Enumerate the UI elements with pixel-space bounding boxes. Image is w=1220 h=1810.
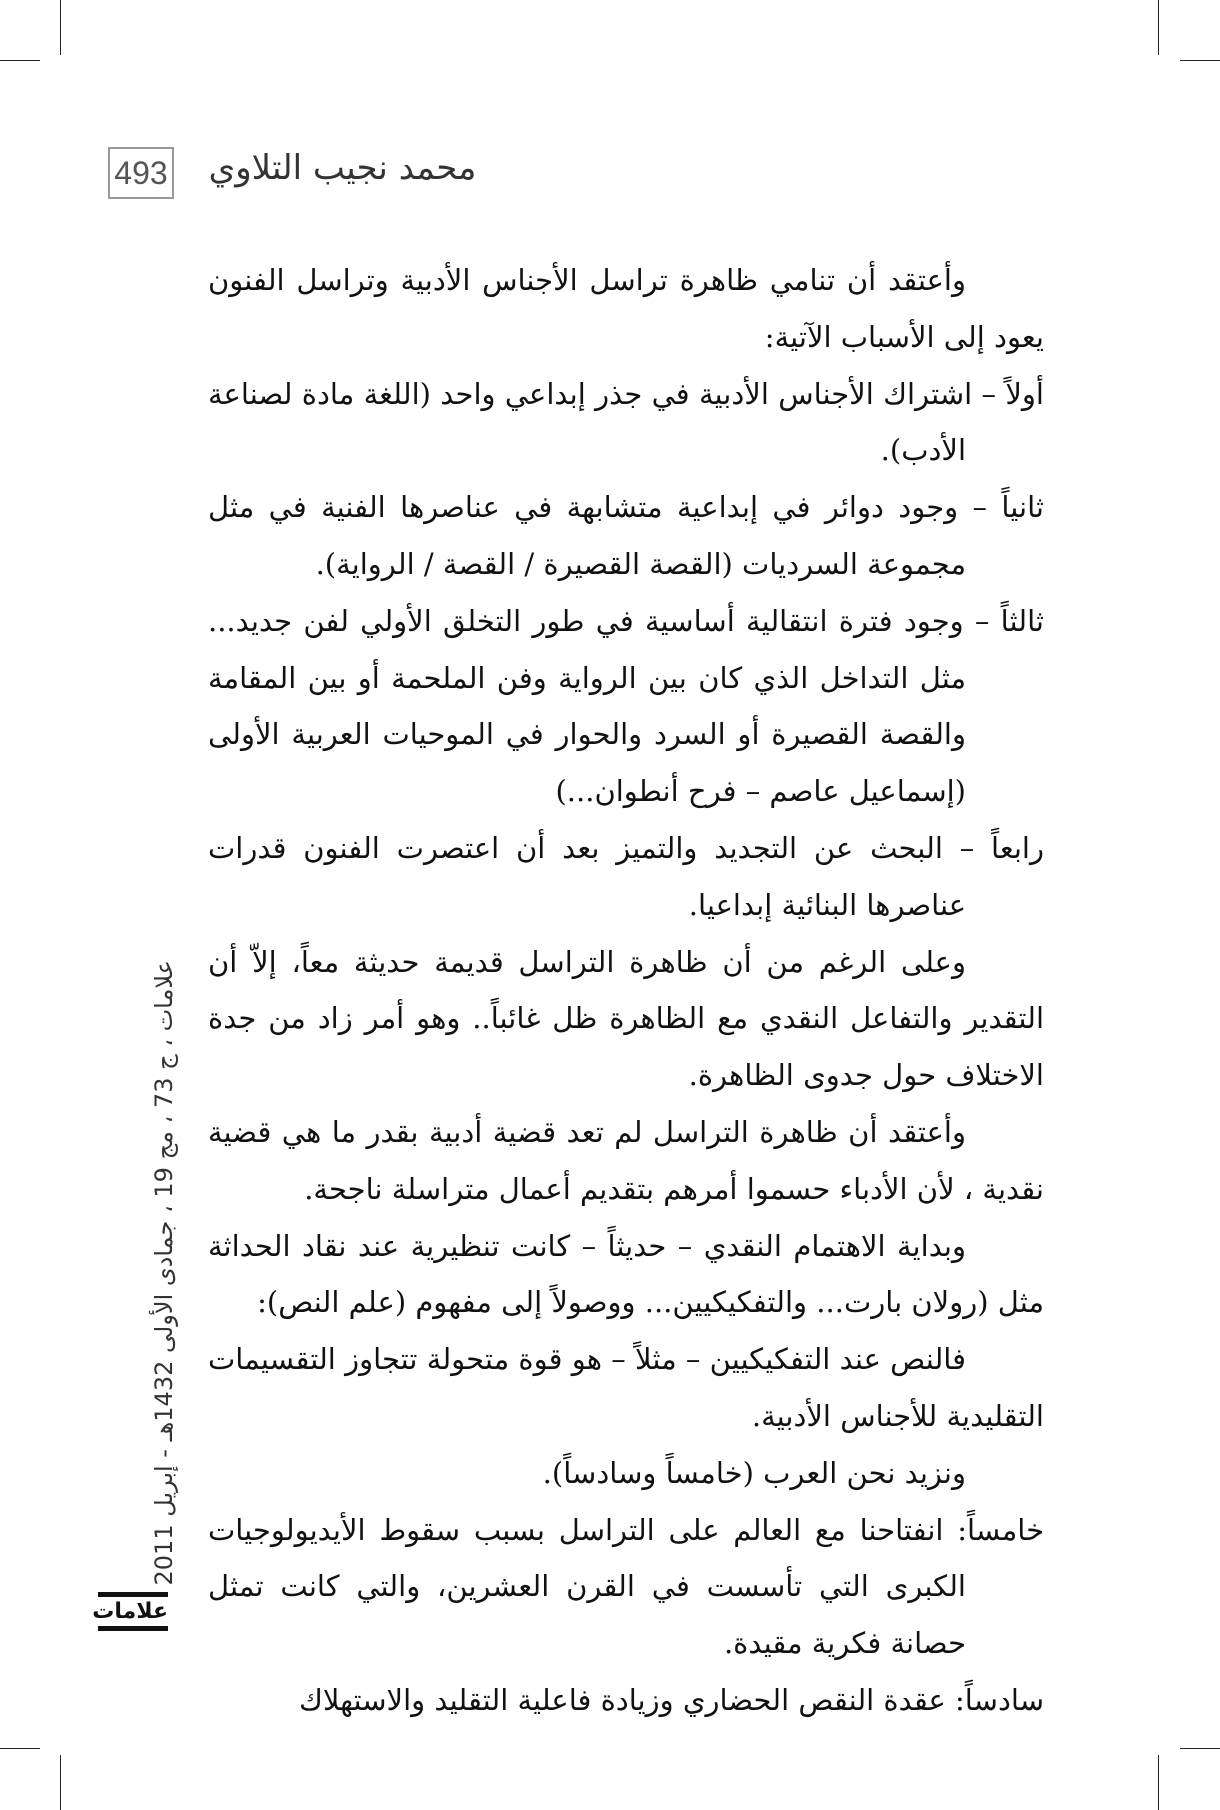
paragraph: ثالثاً – وجود فترة انتقالية أساسية في طور التخلق الأولي لفن جديد... مثل التداخل الذي كان بين الرواية وفن الملحمة أو بين المقامة والقصة القصيرة أو السرد والحوار في الموحيات العربية الأولى (إسماعيل عاصم – فرح أنطوان...)	[208, 603, 1044, 809]
paragraph: خامساً: انفتاحنا مع العالم على التراسل بسبب سقوط الأيديولوجيات الكبرى التي تأسست في القرن العشرين، والتي كانت تمثل حصانة فكرية مقيدة.	[208, 1512, 1044, 1661]
paragraph: سادساً: عقدة النقص الحضاري وزيادة فاعلية التقليد والاستهلاك	[298, 1682, 1044, 1717]
crop-mark	[1158, 0, 1159, 55]
crop-mark	[0, 1748, 40, 1749]
paragraph: وأعتقد أن ظاهرة التراسل لم تعد قضية أدبية بقدر ما هي قضية نقدية ، لأن الأدباء حسموا أمرهم بتقديم أعمال متراسلة ناجحة.	[208, 1114, 1044, 1206]
paragraph: وأعتقد أن تنامي ظاهرة تراسل الأجناس الأدبية وتراسل الفنون يعود إلى الأسباب الآتية:	[208, 263, 1044, 354]
journal-citation: علامات ، ج 73 ، مج 19 ، جمادى الأولى 1432هـ - إبريل 2011	[150, 960, 178, 1586]
journal-logo: علامات	[98, 1592, 168, 1631]
paragraph: وعلى الرغم من أن ظاهرة التراسل قديمة حديثة معاً، إلاّ أن التقدير والتفاعل النقدي مع الظاهرة ظل غائباً.. وهو أمر زاد من جدة الاختلاف حول جدوى الظاهرة.	[208, 944, 1044, 1093]
crop-mark	[1180, 60, 1220, 61]
paragraph: ثانياً – وجود دوائر في إبداعية متشابهة في عناصرها الفنية في مثل مجموعة السرديات (القصة القصيرة / القصة / الرواية).	[208, 490, 1044, 581]
paragraph: ونزيد نحن العرب (خامساً وسادساً).	[542, 1455, 966, 1490]
paragraph: وبداية الاهتمام النقدي – حديثاً – كانت تنظيرية عند نقاد الحداثة مثل (رولان بارت... والتفكيكيين... ووصولاً إلى مفهوم (علم النص):	[208, 1228, 1044, 1320]
paragraph: أولاً – اشتراك الأجناس الأدبية في جذر إبداعي واحد (اللغة مادة لصناعة الأدب).	[208, 376, 1044, 468]
running-header-author: محمد نجيب التلاوي	[208, 148, 477, 188]
article-body	[208, 252, 1044, 1729]
crop-mark	[60, 0, 61, 55]
crop-mark	[0, 60, 40, 61]
crop-mark	[1158, 1755, 1159, 1810]
crop-mark	[60, 1755, 61, 1810]
crop-mark	[1180, 1748, 1220, 1749]
paragraph: فالنص عند التفكيكيين – مثلاً – هو قوة متحولة تتجاوز التقسيمات التقليدية للأجناس الأدبية.	[208, 1342, 1044, 1433]
page-number: 493	[108, 147, 174, 199]
paragraph: رابعاً – البحث عن التجديد والتميز بعد أن اعتصرت الفنون قدرات عناصرها البنائية إبداعيا.	[208, 830, 1044, 922]
